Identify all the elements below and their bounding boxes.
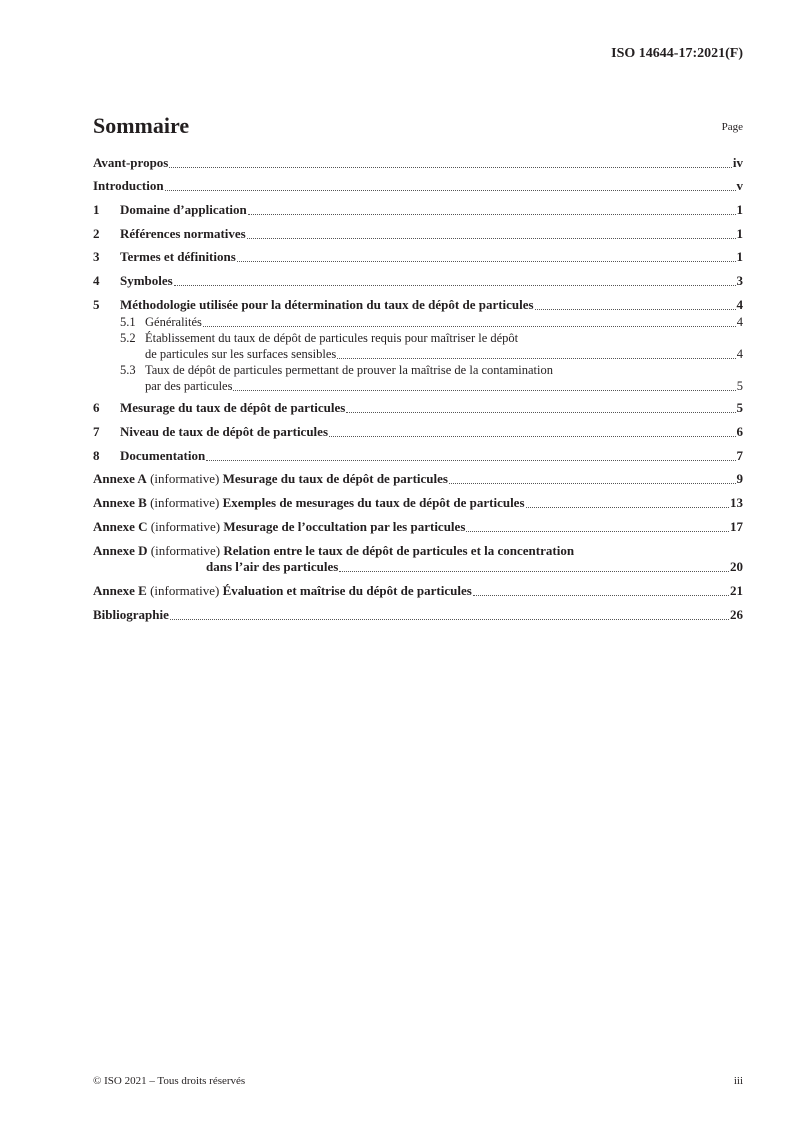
annex-type: (informative) <box>150 583 220 598</box>
page-footer <box>93 1075 743 1087</box>
dot-leader <box>449 483 736 484</box>
toc-entry-5[interactable] <box>93 297 743 313</box>
toc-label: Documentation <box>120 448 206 463</box>
toc-label-line2: de particules sur les surfaces sensibles <box>145 347 337 361</box>
dot-leader <box>247 238 736 239</box>
toc-entry-introduction[interactable] <box>93 178 743 194</box>
toc-label-line2: par des particules <box>145 379 233 393</box>
toc-label: Niveau de taux de dépôt de particules <box>120 424 328 439</box>
annex-prefix: Annexe B <box>93 495 147 510</box>
toc-page: 1 <box>736 202 743 217</box>
toc-label: Symboles <box>120 273 173 288</box>
toc-label: Mesurage du taux de dépôt de particules <box>222 471 448 486</box>
toc-number: 7 <box>93 424 100 439</box>
toc-label: Mesurage du taux de dépôt de particules <box>120 400 346 415</box>
toc-entry-8[interactable] <box>93 448 743 464</box>
annex-type: (informative) <box>150 495 220 510</box>
copyright: © ISO 2021 – Tous droits réservés <box>93 1075 246 1087</box>
toc-entry-annex-b[interactable] <box>93 495 743 511</box>
toc-label: Mesurage de l’occultation par les particules <box>223 519 466 534</box>
toc-page: 26 <box>730 607 743 622</box>
page-column-label: Page <box>721 121 743 133</box>
dot-leader <box>170 619 729 620</box>
annex-type: (informative) <box>150 519 221 534</box>
toc-label: Exemples de mesurages du taux de dépôt de particules <box>222 495 525 510</box>
document-id: ISO 14644-17:2021(F) <box>611 46 743 61</box>
toc-entry-6[interactable] <box>93 400 743 416</box>
toc-page: 20 <box>730 559 743 574</box>
toc-page: 6 <box>736 424 743 439</box>
toc-label: Références normatives <box>120 226 246 241</box>
toc-number: 2 <box>93 226 100 241</box>
dot-leader <box>233 390 735 391</box>
toc-page: 5 <box>736 400 743 415</box>
toc-page: 3 <box>736 273 743 288</box>
toc-number: 4 <box>93 273 100 288</box>
toc-entry-annex-d[interactable] <box>93 543 743 575</box>
toc-label: Avant-propos <box>93 155 169 170</box>
toc-label: Bibliographie <box>93 607 169 622</box>
toc-number: 5 <box>93 297 100 312</box>
dot-leader <box>337 358 735 359</box>
dot-leader <box>339 571 729 572</box>
toc-number: 5.3 <box>120 363 136 377</box>
toc-page: 21 <box>730 583 743 598</box>
toc-label: Généralités <box>145 315 202 329</box>
toc-page: 13 <box>730 495 743 510</box>
toc-page: 1 <box>736 226 743 241</box>
dot-leader <box>473 595 729 596</box>
dot-leader <box>174 285 736 286</box>
annex-prefix: Annexe C <box>93 519 148 534</box>
dot-leader <box>237 261 736 262</box>
toc-page: 7 <box>736 448 743 463</box>
toc-label-line1: Taux de dépôt de particules permettant de prouver la maîtrise de la contamination <box>145 363 554 377</box>
annex-prefix: Annexe E <box>93 583 147 598</box>
dot-leader <box>535 309 736 310</box>
toc-label: Termes et définitions <box>120 249 236 264</box>
toc-entry-bibliographie[interactable] <box>93 607 743 623</box>
toc-entry-4[interactable] <box>93 273 743 289</box>
toc-page: v <box>736 178 743 193</box>
toc-label-line2: dans l’air des particules <box>206 559 339 574</box>
page-number: iii <box>733 1075 743 1087</box>
annex-type: (informative) <box>150 543 221 558</box>
toc-label: Domaine d’application <box>120 202 247 217</box>
toc-page: 4 <box>736 347 743 361</box>
dot-leader <box>169 167 732 168</box>
dot-leader <box>165 190 736 191</box>
toc-label: Introduction <box>93 178 164 193</box>
annex-prefix: Annexe D <box>93 543 148 558</box>
toc-page: 4 <box>736 297 743 312</box>
dot-leader <box>248 214 736 215</box>
dot-leader <box>206 460 735 461</box>
toc-label: Méthodologie utilisée pour la détermination du taux de dépôt de particules <box>120 297 534 312</box>
toc-entry-2[interactable] <box>93 226 743 242</box>
dot-leader <box>346 412 735 413</box>
toc-number: 5.1 <box>120 315 136 329</box>
toc-page: iv <box>732 155 743 170</box>
toc-entry-7[interactable] <box>93 424 743 440</box>
toc-entry-5-2[interactable] <box>93 330 743 362</box>
toc-label: Évaluation et maîtrise du dépôt de particules <box>222 583 472 598</box>
toc-entry-1[interactable] <box>93 202 743 218</box>
page-title: Sommaire <box>93 113 190 138</box>
dot-leader <box>329 436 736 437</box>
toc-page: 4 <box>736 315 743 329</box>
toc-entry-avant-propos[interactable] <box>93 155 743 171</box>
annex-type: (informative) <box>150 471 220 486</box>
toc-page: 1 <box>736 249 743 264</box>
toc-entry-5-3[interactable] <box>93 362 743 394</box>
toc-entry-5-1[interactable] <box>93 314 743 330</box>
toc-page: 5 <box>736 379 743 393</box>
dot-leader <box>203 326 736 327</box>
toc-label-line1: Relation entre le taux de dépôt de particules et la concentration <box>223 543 575 558</box>
toc-number: 1 <box>93 202 100 217</box>
toc-page: 17 <box>730 519 743 534</box>
toc-entry-annex-a[interactable] <box>93 471 743 487</box>
annex-prefix: Annexe A <box>93 471 147 486</box>
toc-page: 9 <box>736 471 743 486</box>
dot-leader <box>526 507 729 508</box>
toc-entry-3[interactable] <box>93 249 743 265</box>
toc-number: 8 <box>93 448 100 463</box>
toc-entry-annex-c[interactable] <box>93 519 743 535</box>
toc-number: 3 <box>93 249 100 264</box>
toc-number: 5.2 <box>120 331 136 345</box>
toc-label-line1: Établissement du taux de dépôt de particules requis pour maîtriser le dépôt <box>145 331 519 345</box>
dot-leader <box>466 531 729 532</box>
toc-entry-annex-e[interactable] <box>93 583 743 599</box>
toc-number: 6 <box>93 400 100 415</box>
